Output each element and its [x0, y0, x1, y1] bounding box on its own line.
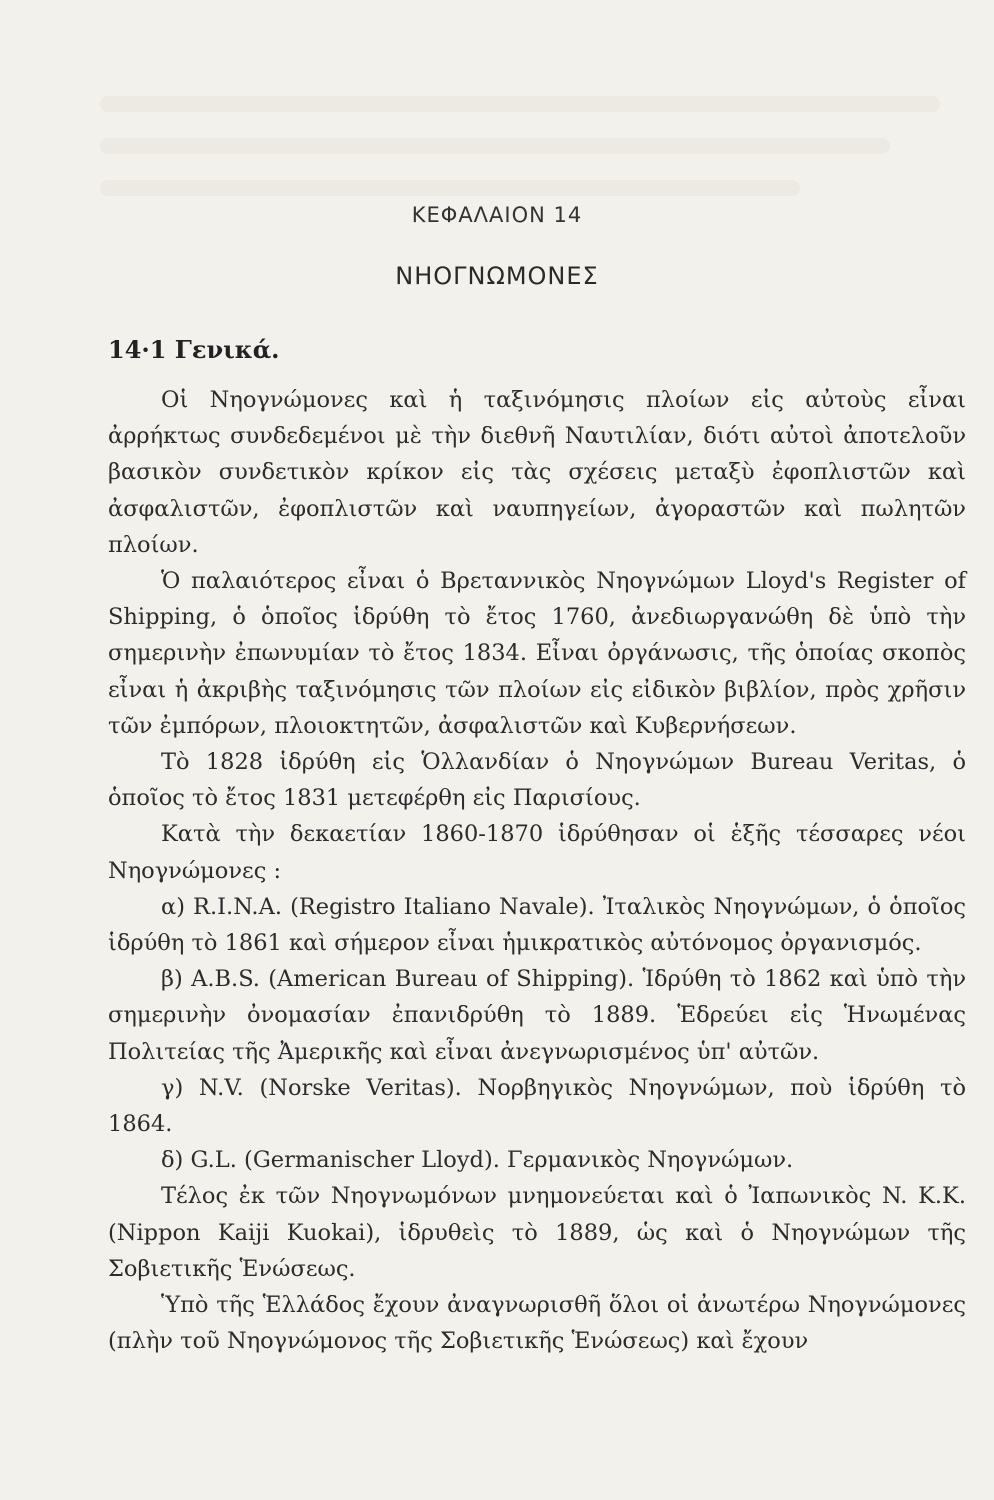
list-item: α) R.I.N.A. (Registro Italiano Navale). Ἰταλικὸς Νηογνώμων, ὁ ὁποῖος ἱδρύθη τὸ 1861 καὶ σήμερον εἶναι ἡμικρατικὸς αὐτόνομος ὀργανισμός. [108, 893, 966, 957]
bleed-line [100, 180, 800, 196]
list-item: β) A.B.S. (American Bureau of Shipping). Ἱδρύθη τὸ 1862 καὶ ὑπὸ τὴν σημερινὴν ὀνομασίαν ἐπανιδρύθη τὸ 1889. Ἑδρεύει εἰς Ἡνωμένας Πολιτείας τῆς Ἀμερικῆς καὶ εἶναι ἀνεγνωρισμένος ὑπ' αὐτῶν. [108, 966, 966, 1065]
bleed-line [100, 96, 940, 112]
paragraph: Τὸ 1828 ἱδρύθη εἰς Ὁλλανδίαν ὁ Νηογνώμων Bureau Veritas, ὁ ὁποῖος τὸ ἔτος 1831 μετεφέρθη εἰς Παρισίους. [108, 749, 966, 812]
bleed-line [100, 138, 890, 154]
list-item: δ) G.L. (Germanischer Lloyd). Γερμανικὸς Νηογνώμων. [161, 1147, 794, 1174]
paragraph: Κατὰ τὴν δεκαετίαν 1860-1870 ἱδρύθησαν οἱ ἑξῆς τέσσαρες νέοι Νηογνώμονες : [108, 821, 966, 884]
paragraph: Τέλος ἐκ τῶν Νηογνωμόνων μνημονεύεται καὶ ὁ Ἰαπωνικὸς N. K.K. (Nippon Kaiji Kuokai), ἱδρυθεὶς τὸ 1889, ὡς καὶ ὁ Νηογνώμων τῆς Σοβιετικῆς Ἑνώσεως. [108, 1183, 966, 1282]
paragraph: Ὁ παλαιότερος εἶναι ὁ Βρεταννικὸς Νηογνώμων Lloyd's Register of Shipping, ὁ ὁποῖος ἱδρύθη τὸ ἔτος 1760, ἀνεδιωργανώθη δὲ ὑπὸ τὴν σημερινὴν ἐπωνυμίαν τὸ ἔτος 1834. Εἶναι ὀργάνωσις, τῆς ὁποίας σκοπὸς εἶναι ἡ ἀκριβὴς ταξινόμησις τῶν πλοίων εἰς εἰδικὸν βιβλίον, πρὸς χρῆσιν τῶν ἐμπόρων, πλοιοκτητῶν, ἀσφαλιστῶν καὶ Κυβερνήσεων. [108, 568, 966, 739]
page-number-ghost [105, 28, 123, 49]
chapter-title: ΝΗΟΓΝΩΜΟΝΕΣ [395, 262, 599, 290]
chapter-label: ΚΕΦΑΛΑΙΟΝ 14 [411, 203, 583, 227]
body-text [108, 382, 966, 1359]
list-item: γ) N.V. (Norske Veritas). Νορβηγικὸς Νηογνώμων, ποὺ ἱδρύθη τὸ 1864. [108, 1074, 966, 1138]
paragraph: Ὑπὸ τῆς Ἑλλάδος ἔχουν ἀναγνωρισθῆ ὅλοι οἱ ἀνωτέρω Νηογνώμονες (πλὴν τοῦ Νηογνώμονος τῆς Σοβιετικῆς Ἑνώσεως) καὶ ἔχουν [108, 1292, 966, 1355]
paragraph: Οἱ Νηογνώμονες καὶ ἡ ταξινόμησις πλοίων εἰς αὐτοὺς εἶναι ἀρρήκτως συνδεδεμένοι μὲ τὴν διεθνῆ Ναυτιλίαν, διότι αὐτοὶ ἀποτελοῦν βασικὸν συνδετικὸν κρίκον εἰς τὰς σχέσεις μεταξὺ ἐφοπλιστῶν καὶ ἀσφαλιστῶν, ἐφοπλιστῶν καὶ ναυπηγείων, ἀγοραστῶν καὶ πωλητῶν πλοίων. [108, 387, 966, 558]
section-heading: 14·1 Γενικά. [108, 335, 280, 364]
